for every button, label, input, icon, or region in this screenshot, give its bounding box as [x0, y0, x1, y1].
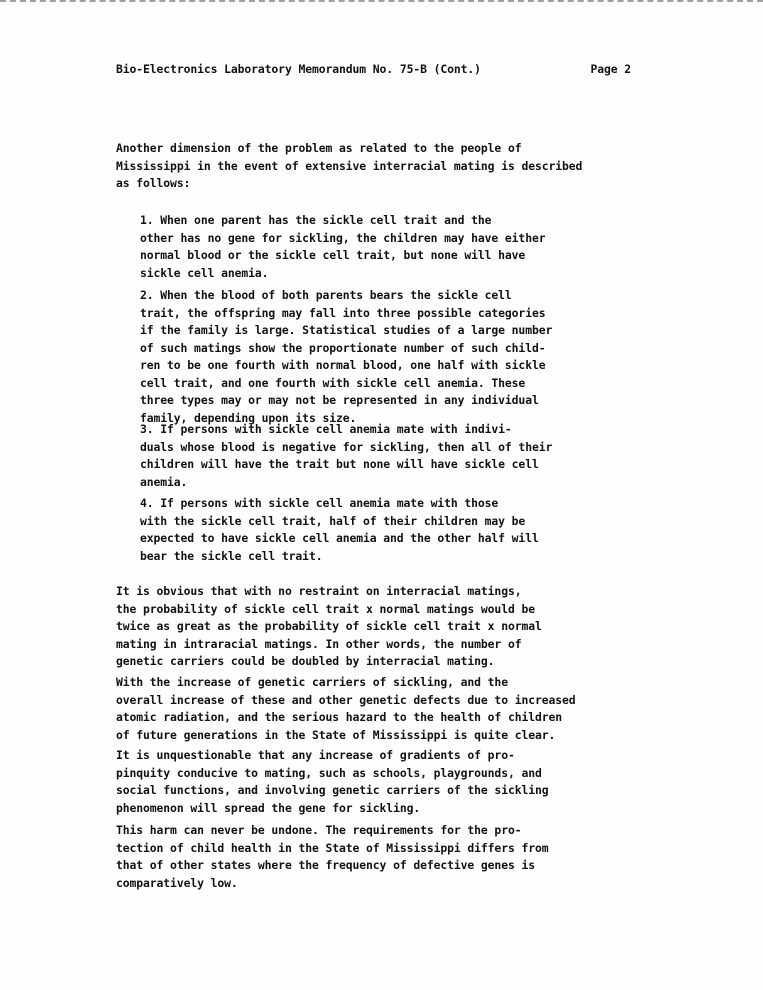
numbered-item-1: 1. When one parent has the sickle cell trait and the other has no gene for sickling, the children may have either normal blood or the sickle cell trait, but none will have sickle cell anemia.: [140, 213, 546, 280]
intro-paragraph: Another dimension of the problem as related to the people of Mississippi in the event of extensive interracial mating is described as follows:: [116, 141, 583, 190]
numbered-item-3: 3. If persons with sickle cell anemia mate with indivi- duals whose blood is negative for sickling, then all of their children will have the trait but none will have sickle cell anemia.: [140, 422, 553, 489]
memo-header: [116, 62, 631, 80]
scan-edge-artifact: [0, 0, 763, 9]
body-paragraph-genetic-carriers: With the increase of genetic carriers of sickling, and the overall increase of these and other genetic defects due to increased atomic radiation, and the serious hazard to the health of children of future generations in the State of Mississippi is quite clear.: [116, 675, 576, 742]
numbered-item-4: 4. If persons with sickle cell anemia mate with those with the sickle cell trait, half of their children may be expected to have sickle cell anemia and the other half will bear the sickle cell trait.: [140, 496, 539, 563]
body-paragraph-interracial-probability: It is obvious that with no restraint on interracial matings, the probability of sickle cell trait x normal matings would be twice as great as the probability of sickle cell trait x normal mating in intraracial matings. In other words, the number of genetic carriers could be doubled by interracial mating.: [116, 584, 542, 668]
body-paragraph-child-health: This harm can never be undone. The requirements for the pro- tection of child health in the State of Mississippi differs from that of other states where the frequency of defective genes is comparatively low.: [116, 823, 549, 890]
page-number: Page 2: [590, 62, 631, 76]
numbered-item-2: 2. When the blood of both parents bears the sickle cell trait, the offspring may fall into three possible categories if the family is large. Statistical studies of a large number of such matings show the proportionate number of such child- ren to be one fourth with normal blood, one half with sickle cell trait, and one fourth with sickle cell anemia. These three types may or may not be represented in any individual family, depending upon its size.: [140, 288, 553, 425]
body-paragraph-propinquity: It is unquestionable that any increase of gradients of pro- pinquity conducive to mating, such as schools, playgrounds, and social functions, and involving genetic carriers of the sickling phenomenon will spread the gene for sickling.: [116, 748, 549, 815]
memo-title: Bio-Electronics Laboratory Memorandum No. 75-B (Cont.): [116, 62, 481, 76]
